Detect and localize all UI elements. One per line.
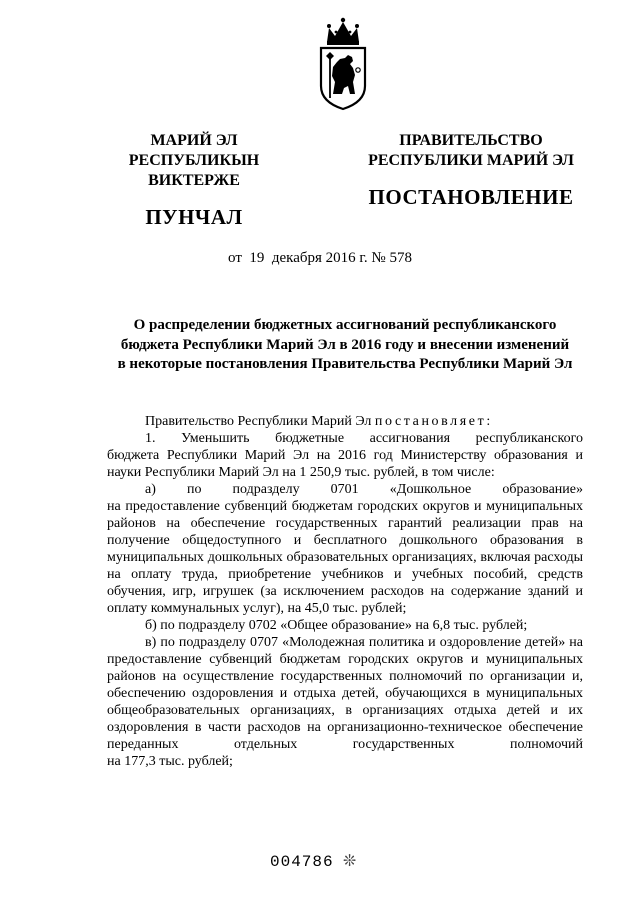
paragraph-b: б) по подразделу 0702 «Общее образование» на 6,8 тыс. рублей; [145,618,528,633]
paragraph-v: в) по подразделу 0707 «Молодежная политика и оздоровление детей» на предоставление субвенций бюджетам городских округов и муниципальных районов на осуществление государственных полномочий по организации и, обеспечению оздоровления и отдыха детей, обучающихся в муниципальных общеобразовательных организациях, в организациях отдыха детей и их оздоровления в части расходов на организационно-техническое обеспечение переданных отдельных государственных полномочий [107,635,583,752]
title-line: бюджета Республики Марий Эл в 2016 году и внесении изменений [120,336,570,353]
header-right-block [359,131,583,209]
form-serial-number: 004786 [270,853,334,871]
header-right-doc-type: ПОСТАНОВЛЕНИЕ [368,185,574,209]
paragraph-v-last: на 177,3 тыс. рублей; [107,754,233,769]
intro-paragraph [107,413,583,430]
intro-keyword: постановляет: [374,414,493,429]
ornament-mark: ❊ [343,851,357,870]
document-title [60,316,630,375]
header-right-line1: ПРАВИТЕЛЬСТВО [399,132,543,149]
coat-of-arms-icon [313,12,373,112]
paragraph-1-rest: бюджета Республики Марий Эл на 2016 год Министерству образования и науки Республики Марий Эл на 1 250,9 тыс. рублей, в том числе: [107,448,583,480]
paragraph-a-first-line: а) по подразделу 0701 «Дошкольное образование» [145,482,583,497]
title-line: в некоторые постановления Правительства Республики Марий Эл [117,356,573,372]
header-left-doc-type: ПУНЧАЛ [145,205,243,229]
header-left-line1: МАРИЙ ЭЛ РЕСПУБЛИКЫН [128,132,260,169]
document-body [107,413,583,770]
document-date: от 19 декабря 2016 г. № 578 [228,250,412,266]
header-right-line2: РЕСПУБЛИКИ МАРИЙ ЭЛ [368,152,574,169]
header-left-block [96,131,292,229]
header-left-line2: ВИКТЕРЖЕ [148,172,240,189]
paragraph-1-first-line: 1. Уменьшить бюджетные ассигнования республиканского [145,431,583,446]
intro-text: Правительство Республики Марий Эл [145,414,375,429]
title-line: О распределении бюджетных ассигнований республиканского [133,317,557,333]
paragraph-a-rest: на предоставление субвенций бюджетам городских округов и муниципальных районов на обеспечение государственных гарантий реализации прав на получение общедоступного и бесплатного дошкольного образования в муниципальных дошкольных образовательных организациях, включая расходы на оплату труда, приобретение учебников и учебных пособий, средств обучения, игр, игрушек (за исключением расходов на содержание зданий и оплату коммунальных услуг), на 45,0 тыс. рублей; [107,499,583,616]
